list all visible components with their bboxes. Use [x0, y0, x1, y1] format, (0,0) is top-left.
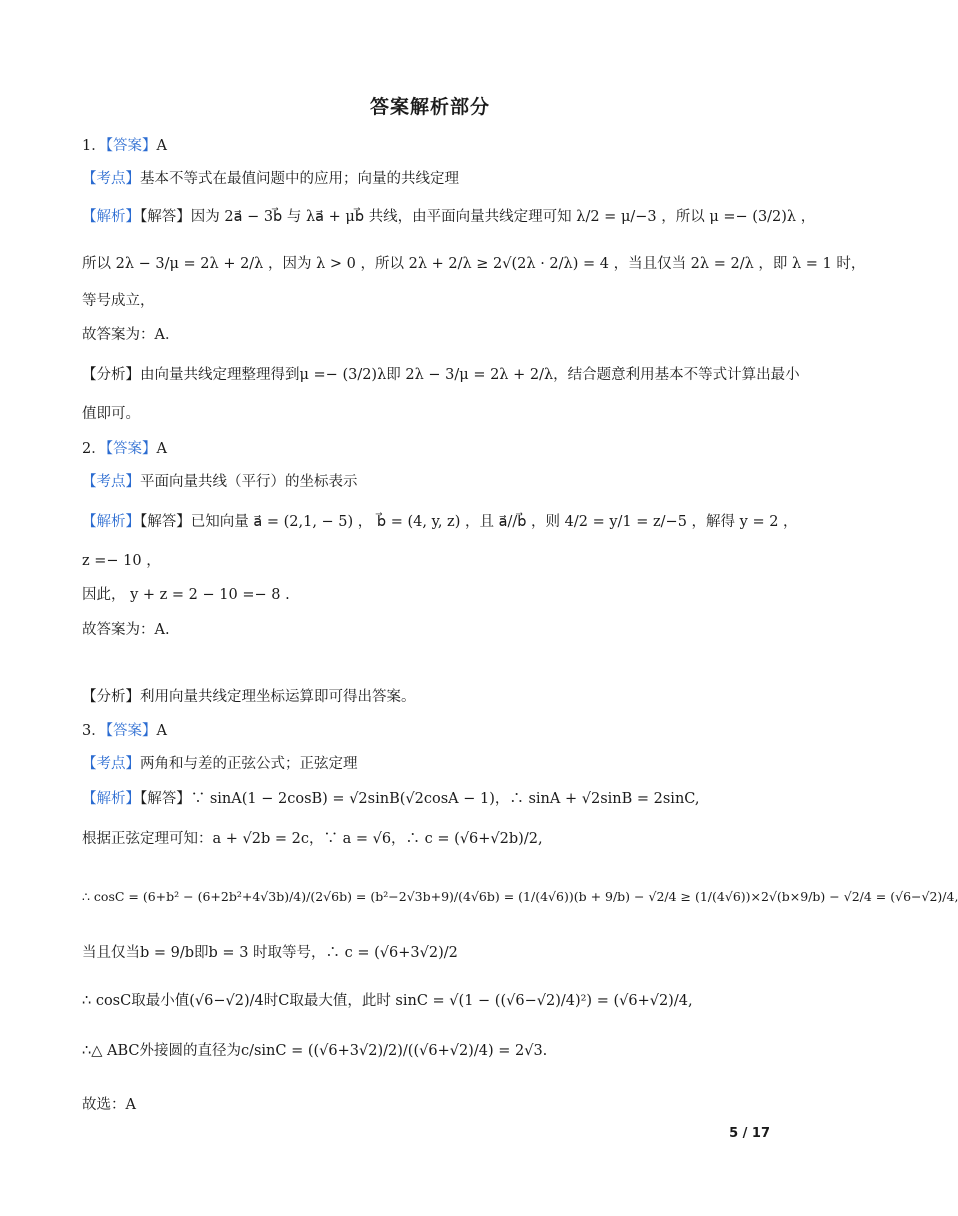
- q2-jiexi-line1: [82, 511, 798, 533]
- q3-answer: A: [156, 723, 167, 739]
- q1-answer: A: [156, 138, 167, 154]
- q2-jiexi-line3: [82, 584, 780, 606]
- page-title: 答案解析部分: [369, 96, 490, 118]
- q3-jiexi-line2: [82, 828, 780, 850]
- page-number: 5 / 17: [729, 1126, 770, 1141]
- q1-jiexi-text1: 【解答】因为 2a⃗ − 3b⃗ 与 λa⃗ + μb⃗ 共线，由平面向量共线定理可知 λ/2 = μ/−3 ，所以 μ =− (3/2)λ ，: [140, 209, 816, 225]
- q2-kaodian-tag: 【考点】: [82, 474, 140, 490]
- q3-jiexi-text4: 当且仅当b = 9/b即b = 3 时取等号，∴ c = (√6+3√2)/2: [82, 945, 458, 961]
- q3-number: 3．: [82, 723, 106, 739]
- q3-jiexi-tag: 【解析】: [82, 791, 140, 807]
- q2-kaodian: 平面向量共线（平行）的坐标表示: [140, 474, 358, 490]
- q2-answer: A: [156, 441, 167, 457]
- q3-jiexi-line4: [82, 942, 780, 964]
- q2-jiexi-line2: [82, 550, 780, 572]
- q2-jiexi-text4: 故答案为：A.: [82, 622, 170, 638]
- q1-fenxi-line2: [82, 403, 780, 425]
- q3-kaodian-line: [82, 753, 780, 775]
- q2-jiexi-tag: 【解析】: [82, 514, 140, 530]
- q2-fenxi-text: 【分析】利用向量共线定理坐标运算即可得出答案。: [82, 689, 416, 705]
- q1-jiexi-line4: [82, 324, 780, 346]
- q1-fenxi-text1: 【分析】由向量共线定理整理得到μ =− (3/2)λ即 2λ − 3/μ = 2λ + 2/λ，结合题意利用基本不等式计算出最小: [82, 367, 800, 383]
- q1-kaodian: 基本不等式在最值问题中的应用；向量的共线定理: [140, 171, 459, 187]
- q3-jiexi-line7: [82, 1094, 780, 1116]
- q2-answer-tag: 【答案】: [105, 441, 157, 457]
- q1-kaodian-line: [82, 168, 780, 190]
- q1-jiexi-line3: [82, 290, 780, 312]
- q1-jiexi-text4: 故答案为：A．: [82, 327, 180, 343]
- q3-jiexi-line5: [82, 990, 780, 1012]
- q3-jiexi-line6: [82, 1040, 780, 1062]
- q2-jiexi-text3: 因此， y + z = 2 − 10 =− 8 .: [82, 587, 290, 603]
- q3-jiexi-text2: 根据正弦定理可知：a + √2b = 2c，∵ a = √6，∴ c = (√6+√2b)/2,: [82, 831, 543, 847]
- q3-jiexi-text6: ∴△ ABC外接圆的直径为c/sinC = ((√6+3√2)/2)/((√6+√2)/4) = 2√3.: [82, 1043, 548, 1059]
- q3-jiexi-text3: ∴ cosC = (6+b² − (6+2b²+4√3b)/4)/(2√6b) = (b²−2√3b+9)/(4√6b) = (1/(4√6))(b + 9/b) − √2/4 ≥ (1/(4√6))×2√(b×9/b) − √2/4 = (√6−√2)/4,: [82, 889, 958, 904]
- q1-jiexi-tag: 【解析】: [82, 209, 140, 225]
- q1-jiexi-text2: 所以 2λ − 3/μ = 2λ + 2/λ ，因为 λ > 0 ，所以 2λ + 2/λ ≥ 2√(2λ · 2/λ) = 4 ，当且仅当 2λ = 2/λ ，即 λ = 1 时，: [82, 256, 866, 272]
- q1-jiexi-line1: [82, 206, 816, 228]
- q1-number: 1．: [82, 138, 106, 154]
- q3-jiexi-text5: ∴ cosC取最小值(√6−√2)/4时C取最大值，此时 sinC = √(1 − ((√6−√2)/4)²) = (√6+√2)/4,: [82, 993, 693, 1009]
- q2-number: 2．: [82, 441, 106, 457]
- q2-jiexi-line4: [82, 619, 780, 641]
- q2-jiexi-text2: z =− 10 ，: [82, 553, 161, 569]
- q2-jiexi-text1: 【解答】已知向量 a⃗ = (2,1, − 5) ， b⃗ = (4, y, z) ，且 a⃗//b⃗ ，则 4/2 = y/1 = z/−5 ，解得 y = 2 ，: [140, 514, 798, 530]
- q2-fenxi-line: [82, 686, 780, 708]
- q2-kaodian-line: [82, 471, 780, 493]
- q3-kaodian: 两角和与差的正弦公式；正弦定理: [140, 756, 358, 772]
- q1-fenxi-text2: 值即可。: [82, 406, 140, 422]
- q1-answer-line: [82, 135, 780, 157]
- q1-jiexi-line2: [82, 253, 866, 275]
- q2-answer-line: [82, 438, 780, 460]
- q3-jiexi-line1: [82, 788, 780, 810]
- q3-answer-line: [82, 720, 780, 742]
- q3-jiexi-line3: [82, 886, 958, 908]
- q1-fenxi-line1: [82, 364, 800, 386]
- q3-jiexi-text1: 【解答】∵ sinA(1 − 2cosB) = √2sinB(√2cosA − 1)，∴ sinA + √2sinB = 2sinC,: [140, 791, 700, 807]
- q1-jiexi-text3: 等号成立，: [82, 293, 155, 309]
- q1-answer-tag: 【答案】: [105, 138, 157, 154]
- q3-jiexi-text7: 故选：A: [82, 1097, 136, 1113]
- q3-answer-tag: 【答案】: [105, 723, 157, 739]
- q3-kaodian-tag: 【考点】: [82, 756, 140, 772]
- q1-kaodian-tag: 【考点】: [82, 171, 140, 187]
